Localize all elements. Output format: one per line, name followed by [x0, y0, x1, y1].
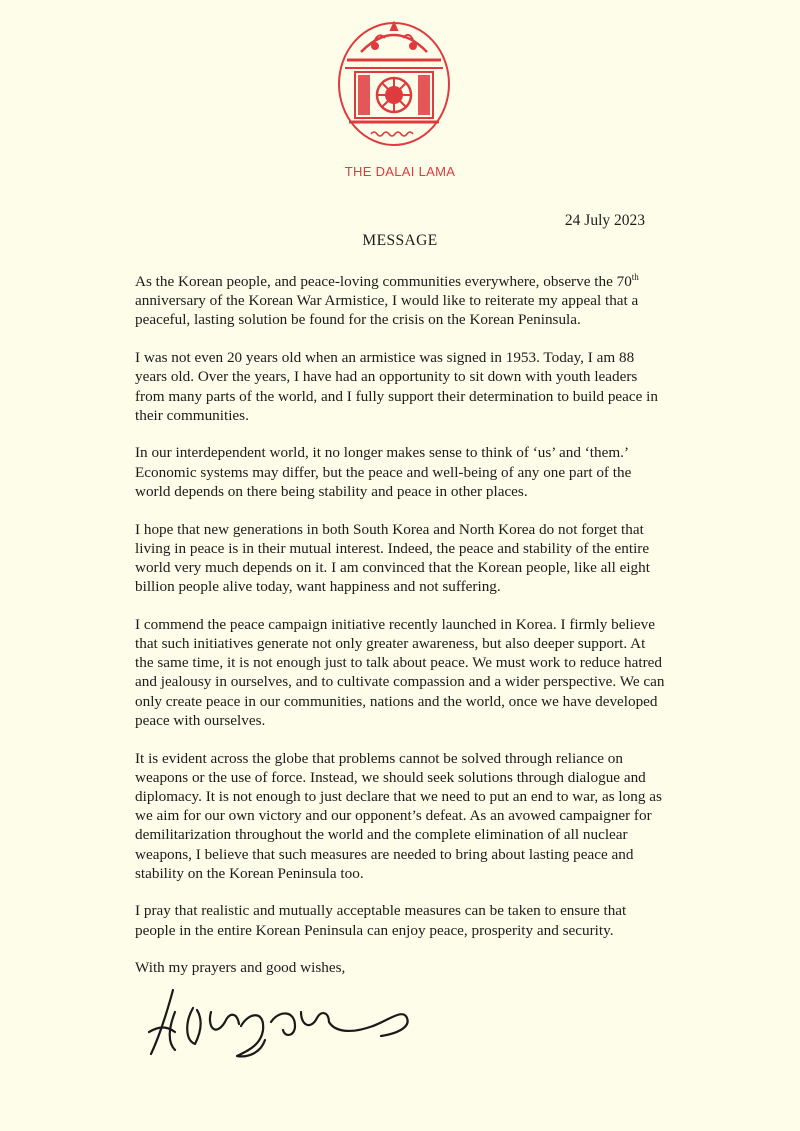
paragraph-3: In our interdependent world, it no longer makes sense to think of ‘us’ and ‘them.’ Economic systems may differ, but the peace and well-being of any one part of the world depends on there being stability and peace in other places. — [135, 444, 632, 500]
paragraph-1-part-a: As the Korean people, and peace-loving communities everywhere, observe the — [135, 273, 613, 290]
dalai-lama-seal-icon — [335, 18, 453, 148]
letter-body — [135, 272, 665, 996]
ordinal-suffix: th — [631, 272, 639, 282]
handwritten-signature-icon — [145, 982, 430, 1062]
paragraph-5: I commend the peace campaign initiative recently launched in Korea. I firmly believe that such initiatives generate not only greater awareness, but also deeper support. At the same time, it is not enough just to talk about peace. We must work to reduce hatred and jealousy in ourselves, and to cultivate compassion and a wider perspective. We can only create peace in our communities, nations and the world, once we have developed peace with ourselves. — [135, 615, 665, 729]
paragraph-4: I hope that new generations in both South Korea and North Korea do not forget that living in peace is in their mutual interest. Indeed, the peace and stability of the entire world very much depends on it. I am convinced that the Korean people, like all eight billion people alive today, want happiness and not suffering. — [135, 520, 650, 596]
document-title: MESSAGE — [362, 232, 438, 249]
paragraph-1 — [135, 272, 665, 330]
ordinal-number: 70 — [616, 273, 632, 290]
closing-line: With my prayers and good wishes, — [135, 959, 346, 977]
paragraph-2: I was not even 20 years old when an armistice was signed in 1953. Today, I am 88 years old. Over the years, I have had an opportunity to sit down with youth leaders from many parts of the world, and I fully support their determination to build peace in their communities. — [135, 349, 658, 424]
paragraph-6: It is evident across the globe that problems cannot be solved through reliance on weapons or the use of force. Instead, we should seek solutions through dialogue and diplomacy. It is not enough to just declare that we need to put an end to war, as long as we aim for our own victory and our opponent’s defeat. As an avowed campaigner for demilitarization throughout the world and the complete elimination of all nuclear weapons, I believe that such measures are needed to bring about lasting peace and stability on the Korean Peninsula too. — [135, 749, 662, 882]
paragraph-1-part-b: anniversary of the Korean War Armistice, I would like to reiterate my appeal that a peaceful, lasting solution be found for the crisis on the Korean Peninsula. — [135, 292, 639, 329]
paragraph-7: I pray that realistic and mutually acceptable measures can be taken to ensure that people in the entire Korean Peninsula can enjoy peace, prosperity and security. — [135, 902, 627, 939]
letterhead-name: THE DALAI LAMA — [344, 164, 456, 179]
letter-date: 24 July 2023 — [564, 212, 645, 229]
